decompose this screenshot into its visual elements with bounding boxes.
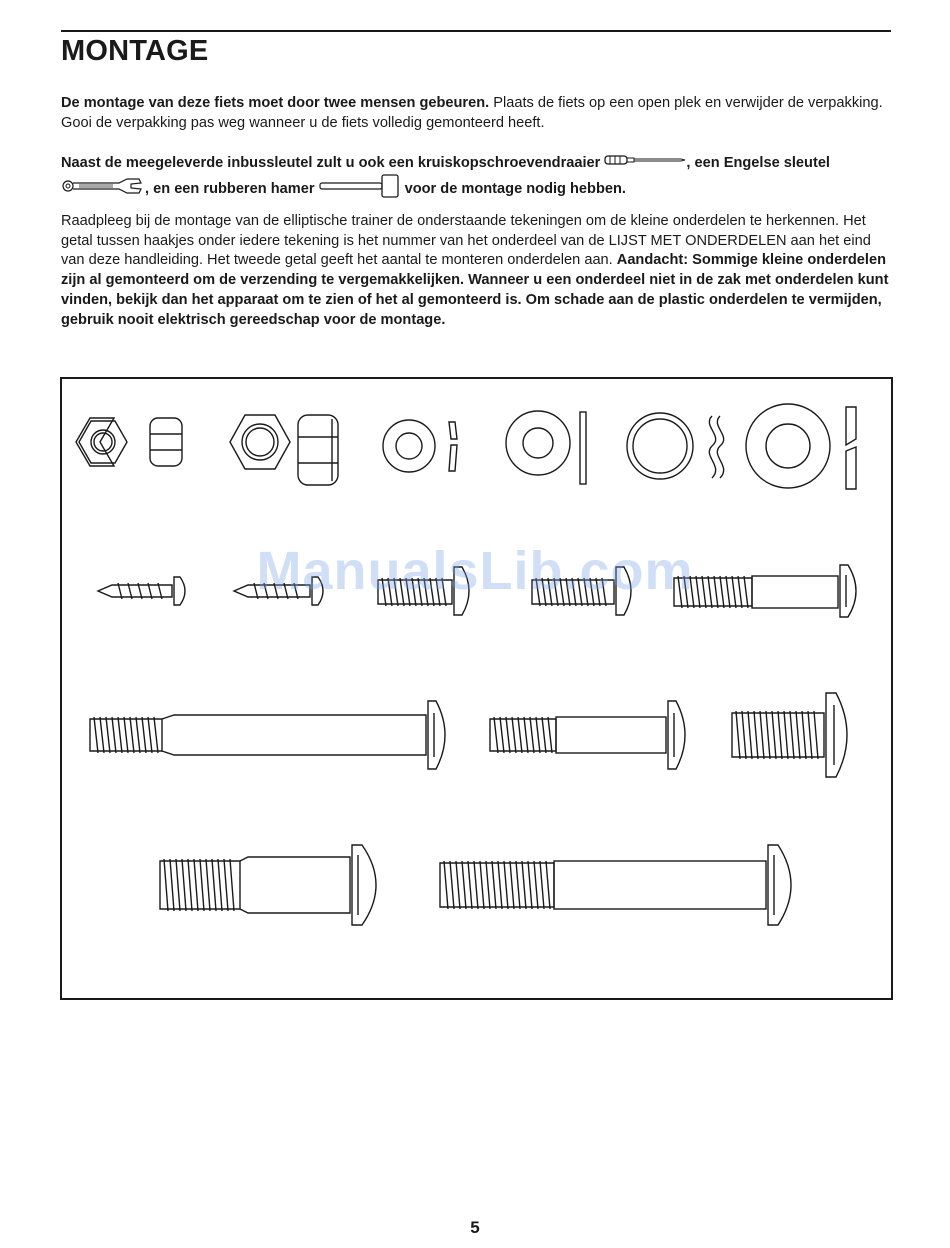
tools-text-1: Naast de meegeleverde inbussleutel zult u ook een kruiskopschroevendraaier [61,155,605,172]
bolt-2-icon [490,701,685,769]
title-rule [61,30,891,32]
hammer-icon [319,174,401,205]
small-locknut-icon [76,418,182,466]
bolt-3-icon [732,693,847,777]
large-locknut-icon [230,415,338,485]
large-bolt-2-icon [440,845,791,925]
split-washer-icon [383,420,457,472]
flat-washer-icon [506,411,586,484]
large-bolt-1-icon [160,845,376,925]
page-title: MONTAGE [61,35,209,67]
large-split-washer-icon [746,404,856,489]
tools-paragraph [61,153,891,205]
screwdriver-icon [604,153,686,174]
page-number: 5 [470,1218,480,1237]
parts-note-warning: Aandacht: Sommige kleine onderdelen zijn al gemonteerd om de verzending te vergemakkelijken. Wanneer u een onderdeel niet in de zak met onderdelen kunt vinden, bekijk dan het apparaat om te zien of het al gemonteerd is. Om schade aan de plastic onderdelen te vermijden, gebruik nooit elektrisch gereedschap voor de montage. [61,252,889,328]
parts-note-paragraph [61,212,891,330]
parts-note-text: Raadpleeg bij de montage van de elliptische trainer de onderstaande tekeningen om de kleine onderdelen te herkennen. Het getal tussen haakjes onder iedere tekening is het nummer van het onderdeel van de LIJST MET ONDERDELEN aan het eind van deze handleiding. Het tweede getal geeft het aantal te monteren onderdelen aan. [61,213,871,269]
wave-washer-icon [627,413,724,479]
intro-text: Plaats de fiets op een open plek en verwijder de verpakking. Gooi de verpakking pas weg wanneer u de fiets volledig gemonteerd heeft. [61,95,883,131]
tools-text-3: , en een rubberen hamer [145,181,319,198]
tools-text-2: , een Engelse sleutel [686,155,830,172]
intro-bold: De montage van deze fiets moet door twee mensen gebeuren. [61,95,490,111]
long-bolt-1-icon [90,701,445,769]
tools-text-4: voor de montage nodig hebben. [400,181,626,198]
parts-illustration-frame [60,377,893,1000]
intro-paragraph [61,94,891,133]
watermark: ManualsLib.com [256,541,694,601]
wrench-icon [61,175,145,204]
